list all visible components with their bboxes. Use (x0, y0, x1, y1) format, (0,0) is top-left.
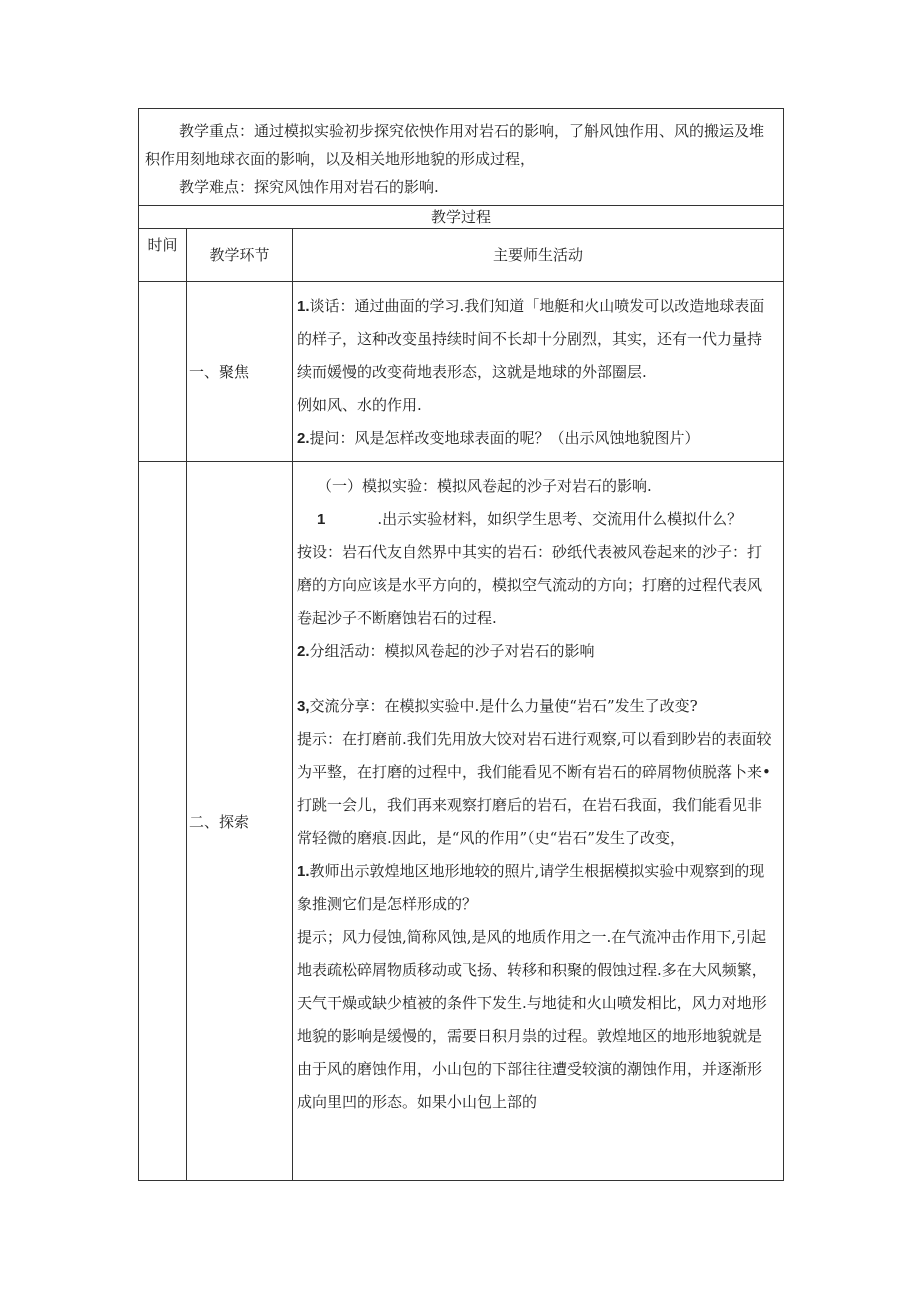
activity-cell (293, 282, 784, 462)
table-row (139, 282, 784, 462)
paragraph: 1 .出示实验材料，如织学生思考、交流用什么模拟什么？ (317, 510, 743, 528)
header-activity: 主要师生活动 (293, 229, 784, 282)
paragraph: 按设：岩石代友自然界中其实的岩石：砂纸代表被风卷起来的沙子：打磨的方向应该是水平方向的，模拟空气流动的方向；打磨的过程代表风卷起沙子不断磨蚀岩石的过程. (297, 543, 763, 627)
time-cell (139, 462, 187, 1181)
header-row (139, 229, 784, 282)
section-title-row (139, 206, 784, 229)
lesson-plan-table (138, 108, 784, 1181)
paragraph: 提示；风力侵蚀,简称风蚀,是风的地质作用之一.在气流冲击作用下,引起地表疏松碎屑物质移动或飞扬、转移和积聚的假蚀过程.多在大风频繁，天气干燥或缺少植被的条件下发生.与地徒和火山喷发相比，风力对地形地貌的影响是缓慢的，需要日积月祟的过程。敦煌地区的地形地貌就是由于风的磨蚀作用，小山包的下部往往遭受较演的潮蚀作用，并逐渐形成向里凹的形态。如果小山包上部的 (297, 928, 767, 1111)
section-title: 教学过程 (139, 206, 784, 229)
time-cell (139, 282, 187, 462)
intro-cell (139, 109, 784, 206)
paragraph: 3,交流分享：在模拟实验中.是什么力量使“岩石”发生了改变? (297, 697, 698, 715)
paragraph: 2.提问：风是怎样改变地球表面的呢？（出示风蚀地貌图片） (297, 429, 700, 447)
paragraph: 例如风、水的作用. (297, 396, 422, 414)
stage-cell: 二、探索 (187, 462, 293, 1181)
activity-cell (293, 462, 784, 1181)
paragraph: 1.谈话：通过曲面的学习.我们知道「地艇和火山喷发可以改造地球表面的样子，这种改变虽持续时间不长却十分剧烈，其实，还有一代力量持续而媛慢的改变荷地表形态，这就是地球的外部圈层. (297, 297, 765, 381)
stage-cell: 一、聚焦 (187, 282, 293, 462)
intro-row (139, 109, 784, 206)
paragraph: 1.教师出示敦煌地区地形地较的照片,请学生根据模拟实验中观察到的现象推测它们是怎样形成的？ (297, 862, 765, 913)
header-time: 时间 (139, 229, 187, 282)
paragraph: 提示：在打磨前.我们先用放大饺对岩石进行观察,可以看到眇岩的表面较为平整，在打磨的过程中，我们能看见不断有岩石的碎屑物侦脱落卜来•打跳一会儿，我们再来观察打磨后的岩石，在岩石我面，我们能看见非常轻微的磨痕.因此，是“风的作用”（史“岩石”发生了改变， (297, 730, 772, 847)
difficulty-text: 教学难点：探究风蚀作用对岩石的影响. (179, 178, 439, 196)
paragraph: （一）模拟实验：模拟风卷起的沙子对岩石的影响. (317, 477, 652, 495)
header-stage: 教学环节 (187, 229, 293, 282)
table-row (139, 462, 784, 1181)
key-point-text: 教学重点：通过模拟实验初步探究依怏作用对岩石的影响，了斛风蚀作用、风的搬运及堆积作用刻地球衣面的影响，以及相关地形地貌的形成过程， (145, 122, 765, 168)
paragraph: 2.分组活动：模拟风卷起的沙子对岩石的影响 (297, 642, 595, 660)
